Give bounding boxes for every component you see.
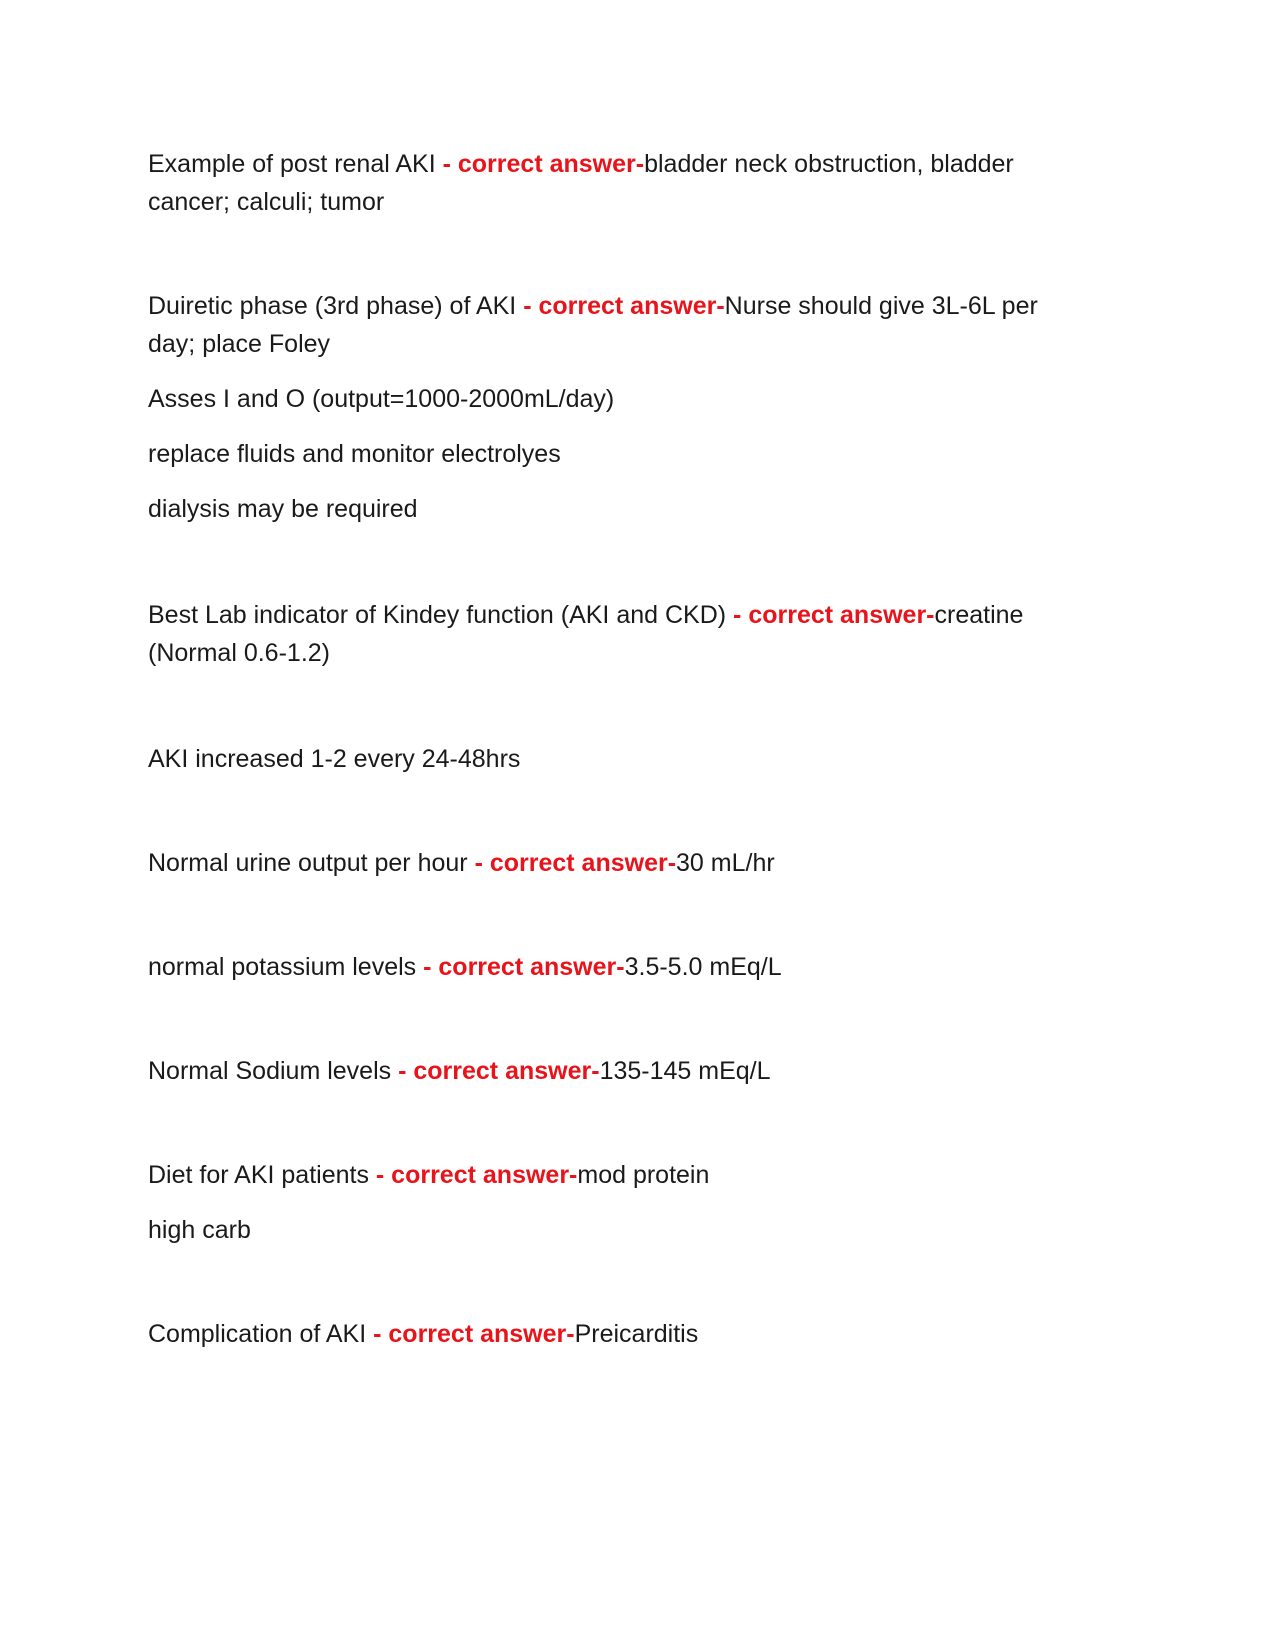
- flashcard-entry: [148, 145, 1088, 221]
- flashcard-entry: [148, 844, 1088, 882]
- question-answer-line: [148, 844, 1088, 882]
- flashcard-entry: [148, 596, 1088, 672]
- correct-answer-separator: - correct answer-: [398, 1057, 600, 1085]
- answer-extra-line: replace fluids and monitor electrolyes: [148, 440, 561, 468]
- correct-answer-separator: - correct answer-: [375, 1161, 578, 1189]
- correct-answer-separator: - correct answer-: [523, 292, 725, 320]
- question-answer-line: [148, 1052, 1088, 1090]
- answer-extra-line: dialysis may be required: [148, 495, 418, 523]
- question-answer-line: [148, 145, 1088, 221]
- flashcard-entry: [148, 1156, 1088, 1249]
- answer-text: 3.5-5.0 mEq/L: [624, 953, 782, 981]
- answer-text: 135-145 mEq/L: [599, 1057, 771, 1085]
- answer-text: creatine (Normal 0.6-1.2): [148, 601, 1024, 667]
- question-text: Complication of AKI: [148, 1320, 374, 1348]
- correct-answer-separator: - correct answer-: [733, 601, 935, 629]
- correct-answer-separator: - correct answer-: [442, 150, 645, 178]
- question-answer-line: [148, 948, 1088, 986]
- answer-text: bladder neck obstruction, bladder cancer; calculi; tumor: [148, 150, 1014, 216]
- correct-answer-separator: - correct answer-: [373, 1320, 575, 1348]
- question-text: Diet for AKI patients: [148, 1161, 376, 1189]
- question-answer-line: [148, 287, 1088, 363]
- question-text: Example of post renal AKI: [148, 150, 443, 178]
- answer-extra-line: Asses I and O (output=1000-2000mL/day): [148, 385, 615, 413]
- question-text: normal potassium levels: [148, 953, 424, 981]
- question-text: Duiretic phase (3rd phase) of AKI: [148, 292, 524, 320]
- question-answer-line: [148, 1156, 1088, 1194]
- answer-text: mod protein: [577, 1161, 710, 1189]
- answer-text: Nurse should give 3L-6L per day; place Foley: [148, 292, 1038, 358]
- flashcard-entry: [148, 1052, 1088, 1090]
- flashcard-entry: [148, 1315, 1088, 1353]
- flashcard-entry: [148, 948, 1088, 986]
- answer-text: Preicarditis: [574, 1320, 699, 1348]
- question-text: Normal Sodium levels: [148, 1057, 399, 1085]
- flashcard-entry: [148, 287, 1088, 528]
- question-text: Best Lab indicator of Kindey function (AKI and CKD): [148, 601, 734, 629]
- note-text: AKI increased 1-2 every 24-48hrs: [148, 745, 521, 773]
- flashcard-list: [148, 145, 1088, 1353]
- flashcard-entry: [148, 740, 1088, 778]
- question-answer-line: [148, 1315, 1088, 1353]
- answer-text: 30 mL/hr: [676, 849, 775, 877]
- question-answer-line: [148, 596, 1088, 672]
- answer-extra-line: high carb: [148, 1216, 251, 1244]
- question-text: Normal urine output per hour: [148, 849, 475, 877]
- correct-answer-separator: - correct answer-: [474, 849, 677, 877]
- correct-answer-separator: - correct answer-: [423, 953, 625, 981]
